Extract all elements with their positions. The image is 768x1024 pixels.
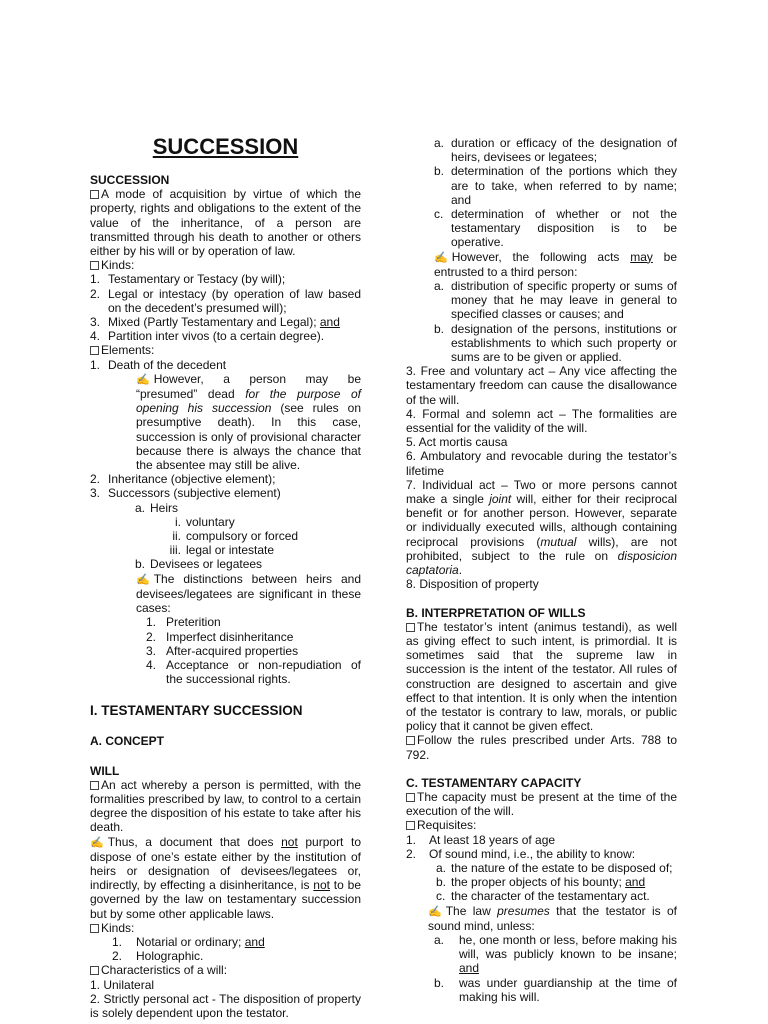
list-item: 2. Holographic. — [112, 949, 204, 964]
list-item: b. the proper objects of his bounty; and — [436, 875, 646, 890]
writing-hand-icon: ✍ — [136, 373, 150, 386]
interpretation-text: The testator’s intent (animus testandi), as well as giving effect to such intent, is primordial. It is sometimes said that the supreme law in succession is the intent of the testator. All rules of construction are designed to ascertain and give effect to that intention. It is only when the intention of the testator is contrary to law, morals, or public policy that it cannot be given effect. — [406, 619, 677, 734]
bullet-box-icon — [90, 190, 99, 199]
list-item: 3. Successors (subjective element) — [90, 486, 281, 501]
char-personal: 2. Strictly personal act - The disposition of property is solely dependent upon the testator. — [90, 991, 361, 1020]
characteristics-label: Characteristics of a will: — [90, 963, 361, 977]
list-item: 1. Death of the decedent — [90, 357, 227, 372]
list-item: 1. Testamentary or Testacy (by will); — [90, 272, 286, 287]
writing-hand-icon: ✍ — [90, 836, 104, 849]
bullet-box-icon — [90, 346, 99, 355]
bullet-box-icon — [406, 623, 415, 632]
requisites-label: Requisites: — [406, 818, 677, 832]
list-item: i. voluntary — [175, 514, 235, 529]
succession-heading: SUCCESSION — [90, 173, 170, 187]
list-item: c. the character of the testamentary act. — [436, 889, 650, 904]
bullet-box-icon — [406, 736, 415, 745]
presumed-death-note: ✍ However, a person may be “presumed” dead for the purpose of opening his succession (see rules on presumptive death). In this case, succession is only of provisional character because there is always the chance that the absentee may still be alive. — [136, 371, 362, 473]
succession-definition: A mode of acquisition by virtue of which the property, rights and obligations to the extent of the value of the inheritance, of a person are transmitted through his death to another or others either by his will or by operation of law. — [90, 187, 361, 259]
left-body — [90, 173, 361, 1020]
section-heading: I. TESTAMENTARY SUCCESSION — [90, 703, 303, 719]
bullet-box-icon — [406, 821, 415, 830]
list-item: 2. Of sound mind, i.e., the ability to know: — [406, 846, 636, 861]
list-item: 2. Inheritance (objective element); — [90, 472, 276, 487]
list-item: b. Devisees or legatees — [135, 557, 263, 572]
list-item: 3. After-acquired properties — [146, 643, 299, 658]
list-item: 2. Imperfect disinheritance — [146, 629, 294, 644]
writing-hand-icon: ✍ — [136, 573, 150, 586]
char-ambulatory: 6. Ambulatory and revocable during the testator’s lifetime — [406, 449, 677, 478]
char-mortis-causa: 5. Act mortis causa — [406, 435, 508, 450]
bullet-box-icon — [406, 793, 415, 802]
char-unilateral: 1. Unilateral — [90, 977, 155, 992]
list-item: 4. Acceptance or non-repudiation of the successional rights. — [146, 657, 361, 687]
will-definition: An act whereby a person is permitted, with the formalities prescribed by law, to control to a certain degree the disposition of his estate to take after his death. — [90, 777, 361, 835]
list-item: 1. Preterition — [146, 615, 221, 630]
kinds-label: Kinds: — [90, 258, 361, 272]
list-item: ii. compulsory or forced — [172, 529, 299, 544]
list-item: a. he, one month or less, before making his will, was publicly known to be insane; and — [434, 932, 677, 976]
list-item: a. distribution of specific property or sums of money that he may leave in general to specified classes or causes; and — [434, 279, 677, 322]
capacity-heading: C. TESTAMENTARY CAPACITY — [406, 775, 582, 790]
elements-label: Elements: — [90, 343, 361, 357]
bullet-box-icon — [90, 261, 99, 270]
interpretation-heading: B. INTERPRETATION OF WILLS — [406, 605, 586, 620]
char-formal: 4. Formal and solemn act – The formalities are essential for the validity of the will. — [406, 406, 677, 436]
will-heading: WILL — [90, 763, 120, 778]
list-item: 1. At least 18 years of age — [406, 832, 556, 847]
list-item: 3. Mixed (Partly Testamentary and Legal); and — [90, 315, 340, 330]
list-item: a. duration or efficacy of the designation of heirs, devisees or legatees; — [434, 136, 677, 165]
list-item: 1. Notarial or ordinary; and — [112, 934, 265, 949]
list-item: 4. Partition inter vivos (to a certain degree). — [90, 329, 325, 344]
list-item: c. determination of whether or not the testamentary disposition is to be operative. — [434, 207, 677, 250]
interpretation-rules: Follow the rules prescribed under Arts. 788 to 792. — [406, 733, 677, 762]
list-item: a. Heirs — [135, 500, 179, 515]
writing-hand-icon: ✍ — [434, 251, 448, 264]
right-body — [406, 136, 677, 1004]
list-item: 2. Legal or intestacy (by operation of law based on the decedent’s presumed will); — [90, 286, 361, 315]
char-free-voluntary: 3. Free and voluntary act – Any vice affecting the testamentary freedom can cause the disallowance of the will. — [406, 364, 677, 407]
bullet-box-icon — [90, 924, 99, 933]
list-item: b. was under guardianship at the time of making his will. — [434, 975, 677, 1004]
subsection-heading: A. CONCEPT — [90, 734, 165, 749]
list-item: a. the nature of the estate to be disposed of; — [436, 860, 673, 875]
page-title: SUCCESSION — [152, 134, 299, 159]
capacity-text: The capacity must be present at the time of the execution of the will. — [406, 789, 677, 819]
distinction-note: ✍ The distinctions between heirs and devisees/legatees are significant in these cases: — [136, 571, 361, 616]
char-disposition: 8. Disposition of property — [406, 577, 539, 592]
presumption-note: ✍ The law presumes that the testator is of sound mind, unless: — [428, 903, 677, 933]
list-item: b. determination of the portions which they are to take, when referred to by name; and — [434, 164, 677, 207]
bullet-box-icon — [90, 781, 99, 790]
entrust-note: ✍ However, the following acts may be entrusted to a third person: — [434, 249, 677, 279]
list-item: b. designation of the persons, institutions or establishments to which such property or sums are to be given or applied. — [434, 321, 677, 365]
thus-note: ✍ Thus, a document that does not purport to dispose of one’s estate either by the institution of heirs or designation of devisees/legatees or, indirectly, by effecting a disinheritance, is not to be governed by the law on testamentary succession but by some other applicable laws. — [90, 834, 361, 921]
list-item: iii. legal or intestate — [169, 543, 275, 558]
will-kinds-label: Kinds: — [90, 921, 361, 935]
writing-hand-icon: ✍ — [428, 905, 442, 918]
char-individual: 7. Individual act – Two or more persons cannot make a single joint will, either for their reciprocal benefit or for another person. However, separate or individually executed wills, although containing reciprocal provisions (mutual wills), are not prohibited, subject to the rule on disposicion captatoria. — [406, 477, 677, 578]
bullet-box-icon — [90, 966, 99, 975]
